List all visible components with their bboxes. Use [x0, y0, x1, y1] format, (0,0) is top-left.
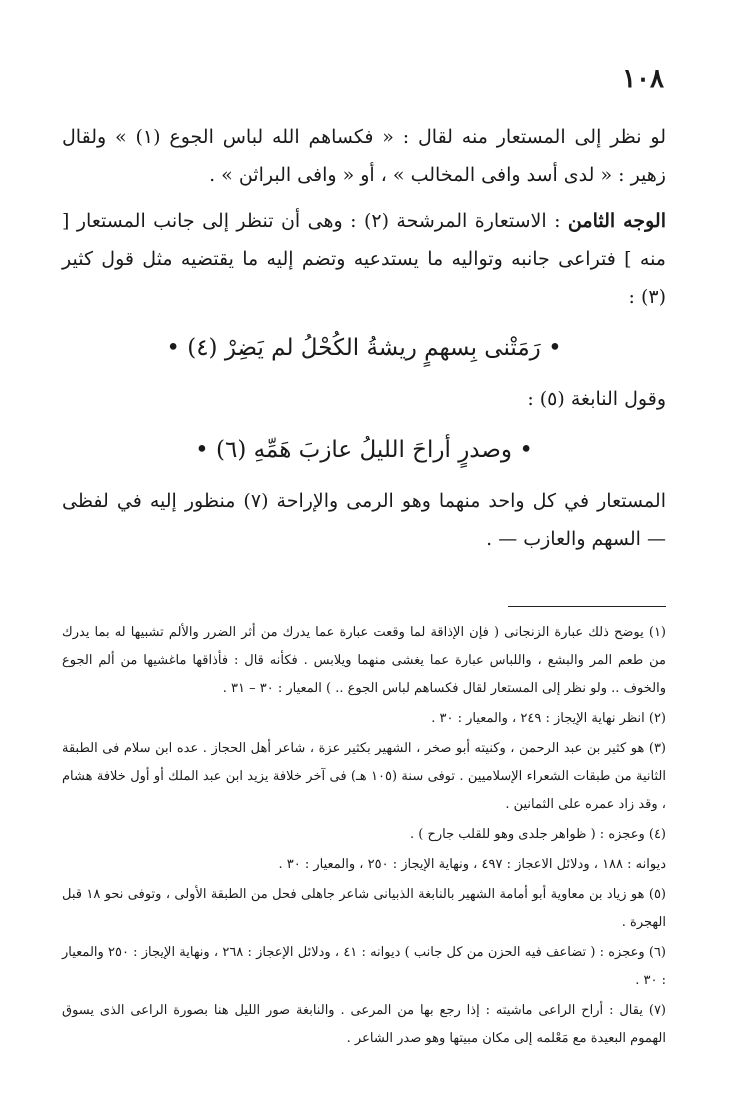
book-page — [62, 64, 666, 1055]
paragraph-1: لو نظر إلى المستعار منه لقال : « فكساهم الله لباس الجوع (١) » ولقال زهير : « لدى أسد وافى المخالب » ، أو « وافى البراثن » . — [62, 126, 667, 186]
verse-2: • وصدرٍ أراحَ الليلُ عازبَ هَمِّهِ (٦) • — [195, 437, 533, 463]
footnote-4-source: ديوانه : ١٨٨ ، ودلائل الاعجاز : ٤٩٧ ، ونهاية الإيجاز : ٢٥٠ ، والمعيار : ٣٠ . — [278, 857, 666, 872]
paragraph-4: المستعار في كل واحد منهما وهو الرمى والإراحة (٧) منظور إليه في لفظى — السهم والعازب — . — [62, 490, 666, 550]
paragraph-3: وقول النابغة (٥) : — [527, 388, 666, 410]
footnote-3: (٣) هو كثير بن عبد الرحمن ، وكنيته أبو صخر ، الشهير بكثير عزة ، شاعر أهل الحجاز . عده ابن سلام فى الطبقة الثانية من طبقات الشعراء الإسلاميين . توفى سنة (١٠٥ هـ) فى آخر خلافة يزيد ابن عبد الملك أو أول خلافة هشام ، وقد زاد عمره على الثمانين . — [62, 741, 666, 812]
page-number: ١٠٨ — [622, 64, 664, 94]
section-heading: الوجه الثامن — [567, 210, 666, 232]
footnote-4: (٤) وعجزه : ( ظواهر جلدى وهو للقلب جارح ) . — [410, 827, 666, 842]
footnotes — [62, 619, 666, 1053]
footnote-6: (٦) وعجزه : ( تضاعف فيه الحزن من كل جانب ) ديوانه : ٤١ ، ودلائل الإعجاز : ٢٦٨ ، ونهاية الإيجاز : ٢٥٠ والمعيار : ٣٠ . — [62, 945, 666, 988]
footnote-1: (١) يوضح ذلك عبارة الزنجانى ( فإن الإذاقة لما وقعت عبارة عما يدرك من أثر الضرر والألم تشبيها له بما يدرك من طعم المر والبشع ، واللباس عبارة عما يغشى منهما ويلابس . فكأنه قال : فأذاقها ماغشيها من ألم الجوع والخوف .. ولو نظر إلى المستعار لقال فكساهم لباس الجوع .. ) المعيار : ٣٠ – ٣١ . — [62, 625, 666, 696]
footnote-5: (٥) هو زياد بن معاوية أبو أمامة الشهير بالنابغة الذبيانى شاعر جاهلى فحل من الطبقة الأولى ، وتوفى نحو ١٨ قبل الهجرة . — [62, 887, 666, 930]
footnote-2: (٢) انظر نهاية الإيجاز : ٢٤٩ ، والمعيار : ٣٠ . — [431, 711, 666, 726]
paragraph-2-body: : الاستعارة المرشحة (٢) : وهى أن تنظر إلى جانب المستعار [ منه ] فتراعى جانبه وتواليه ما يستدعيه وتضم إليه ما يقتضيه مثل قول كثير (٣) : — [62, 210, 666, 308]
paragraph-2 — [62, 202, 666, 316]
verse-1: • رَمَتْنى بِسهمٍ ريشةُ الكُحْلُ لم يَضِرْ (٤) • — [166, 335, 562, 361]
footnote-divider — [508, 606, 666, 607]
footnote-7: (٧) يقال : أراح الراعى ماشيته : إذا رجع بها من المرعى . والنابغة صور الليل هنا بصورة الراعى الذى يسوق الهموم البعيدة مع مَعْلمه إلى مكان مبيتها وهو صدر الشاعر . — [62, 1003, 666, 1046]
